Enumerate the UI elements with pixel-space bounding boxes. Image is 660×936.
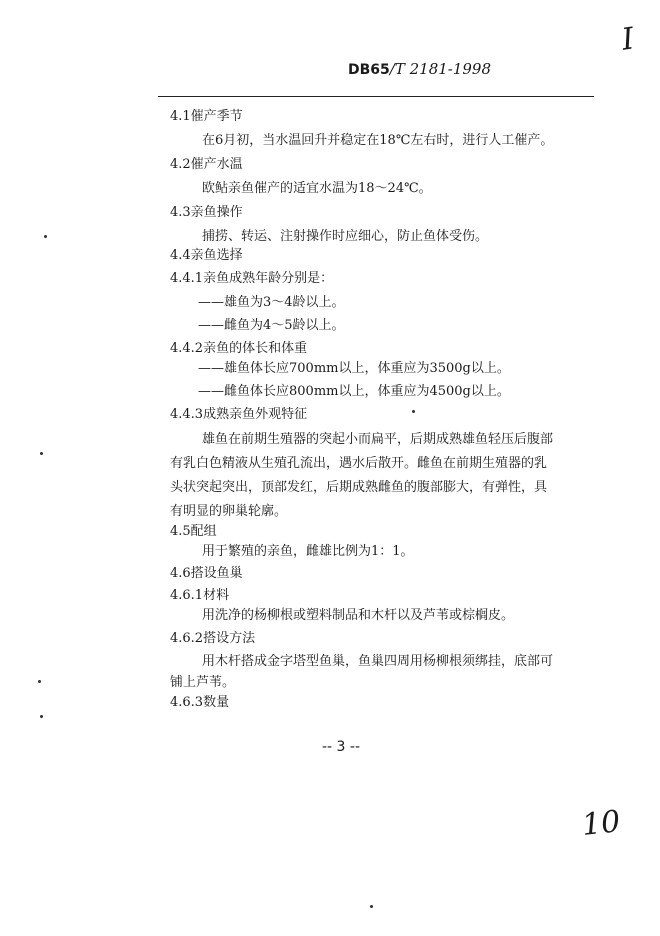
body-text-line: ——雄鱼体长应700mm以上，体重应为3500g以上。 [198,361,510,376]
scan-speck [412,410,415,413]
section-heading: 4.4.1亲鱼成熟年龄分别是： [170,271,334,286]
body-text-line: 铺上芦苇。 [170,675,236,690]
header-rule [158,96,594,97]
scan-speck [44,235,47,238]
standard-code: DB65 [348,62,390,78]
section-heading: 4.1催产季节 [170,109,243,124]
body-text-line: ——雄鱼为3～4龄以上。 [198,295,345,310]
handwritten-corner-mark: I [619,21,637,58]
body-text-line: ——雌鱼为4～5龄以上。 [198,318,345,333]
section-heading: 4.3亲鱼操作 [170,205,243,220]
body-text-line: ——雌鱼体长应800mm以上，体重应为4500g以上。 [198,384,510,399]
handwritten-bottom-mark: 10 [580,804,622,843]
body-text-line: 用洗净的杨柳根或塑料制品和木杆以及芦苇或棕榈皮。 [202,608,515,623]
page-number: -- 3 -- [322,739,361,755]
handwritten-standard-number: /T 2181-1998 [389,60,492,78]
body-text-line: 用木杆搭成金字塔型鱼巢，鱼巢四周用杨柳根须绑挂，底部可 [202,654,554,669]
standard-number-header [348,60,491,78]
section-heading: 4.6搭设鱼巢 [170,566,243,581]
scan-speck [40,715,43,718]
section-heading: 4.2催产水温 [170,157,243,172]
body-text-line: 头状突起突出，顶部发红，后期成熟雌鱼的腹部膨大，有弹性，具 [170,480,548,495]
section-heading: 4.5配组 [170,524,217,539]
body-text-line: 有乳白色精液从生殖孔流出，遇水后散开。雌鱼在前期生殖器的乳 [170,456,548,471]
body-text-line: 捕捞、转运、注射操作时应细心，防止鱼体受伤。 [202,229,489,244]
scan-speck [40,452,43,455]
section-heading: 4.4亲鱼选择 [170,248,243,263]
section-heading: 4.4.3成熟亲鱼外观特征 [170,407,308,422]
body-text-line: 欧鲇亲鱼催产的适宜水温为18～24℃。 [202,181,432,196]
section-heading: 4.6.3数量 [170,695,230,710]
body-text-line: 用于繁殖的亲鱼，雌雄比例为1：1。 [202,544,414,559]
body-text-line: 雄鱼在前期生殖器的突起小而扁平，后期成熟雄鱼轻压后腹部 [202,432,554,447]
section-heading: 4.4.2亲鱼的体长和体重 [170,341,308,356]
body-text-line: 有明显的卵巢轮廓。 [170,504,288,519]
scan-speck [370,905,373,908]
body-text-line: 在6月初，当水温回升并稳定在18℃左右时，进行人工催产。 [202,133,554,148]
scan-speck [38,680,41,683]
section-heading: 4.6.1材料 [170,588,230,603]
section-heading: 4.6.2搭设方法 [170,631,256,646]
